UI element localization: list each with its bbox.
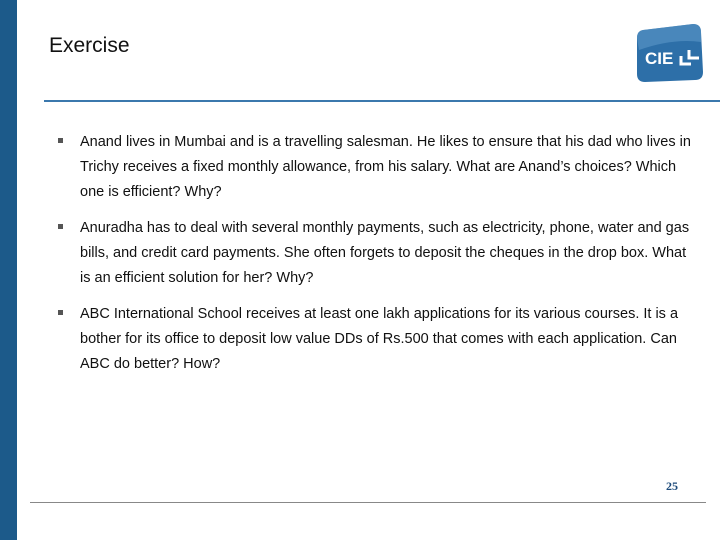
svg-text:CIE: CIE: [645, 49, 674, 68]
slide-title: Exercise: [49, 34, 130, 57]
header-divider: [44, 100, 720, 102]
page-number: 25: [666, 479, 678, 493]
bullet-list: [58, 130, 698, 388]
bullet-text: Anand lives in Mumbai and is a travelling salesman. He likes to ensure that his dad who lives in Trichy receives a fixed monthly allowance, from his salary. What are Anand’s choices? Which one is efficient? Why?: [80, 134, 691, 200]
bullet-text: ABC International School receives at least one lakh applications for its various courses. It is a bother for its office to deposit low value DDs of Rs.500 that comes with each application. Can ABC do better? How?: [80, 306, 679, 372]
bullet-text: Anuradha has to deal with several monthly payments, such as electricity, phone, water and gas bills, and credit card payments. She often forgets to deposit the cheques in the drop box. What is an efficient solution for her? Why?: [80, 220, 690, 286]
bullet-marker: [58, 138, 63, 143]
cie-logo: [633, 20, 705, 86]
bullet-marker: [58, 310, 63, 315]
list-item: [58, 302, 698, 377]
list-item: [58, 216, 698, 291]
left-accent-bar: [0, 0, 17, 540]
footer-divider: [30, 502, 706, 503]
bullet-marker: [58, 224, 63, 229]
list-item: [58, 130, 698, 205]
